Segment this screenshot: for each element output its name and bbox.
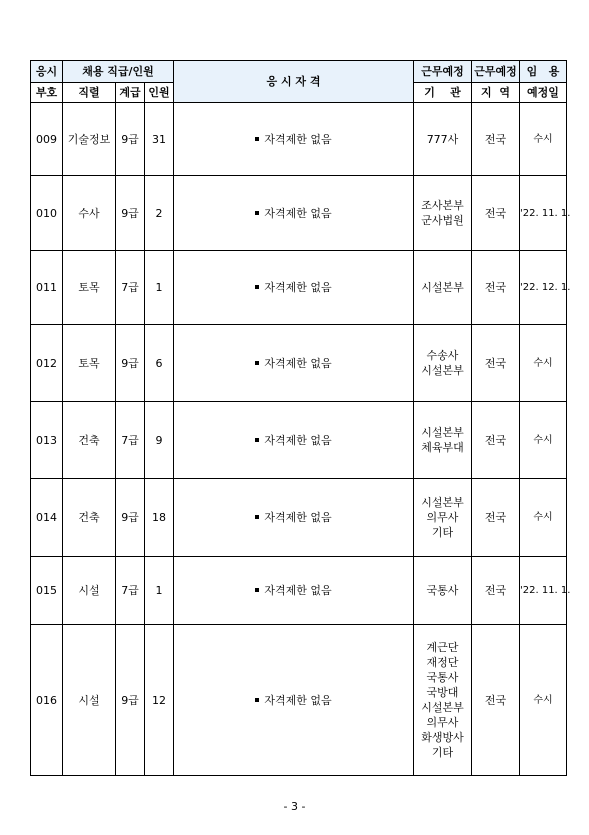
qualification-text: 자격제한 없음 [264,132,332,146]
grade-cell: 9급 [116,176,145,251]
qualification-text: 자격제한 없음 [264,584,332,597]
org-name: 국통사 [426,671,459,684]
qualification-text: 자격제한 없음 [264,356,332,370]
org-cell [414,251,472,325]
appoint-date-cell: 수시 [520,402,567,479]
exam-number-cell: 011 [31,251,63,325]
qualification-cell [174,251,414,325]
qualification-cell [174,176,414,251]
job-series-cell: 시설 [63,625,116,776]
job-series-cell: 건축 [63,479,116,557]
table-row [31,176,567,251]
exam-number-cell: 015 [31,557,63,625]
region-cell: 전국 [472,557,520,625]
region-cell: 전국 [472,176,520,251]
org-name: 시설본부 [421,281,464,294]
org-cell [414,176,472,251]
header-org-bottom: 기 관 [414,83,472,103]
headcount-cell: 18 [145,479,174,557]
qualification-cell [174,557,414,625]
headcount-cell: 12 [145,625,174,776]
org-name: 시설본부 [421,426,464,439]
qualification-text: 자격제한 없음 [264,433,332,447]
org-name: 기타 [431,526,454,539]
grade-cell: 9급 [116,625,145,776]
bullet-icon [255,698,259,702]
headcount-cell: 2 [145,176,174,251]
org-cell [414,625,472,776]
org-name: 체육부대 [421,441,464,454]
header-job-series: 직렬 [63,83,116,103]
qualification-text: 자격제한 없음 [264,206,332,220]
headcount-cell: 1 [145,251,174,325]
bullet-icon [255,515,259,519]
grade-cell: 7급 [116,557,145,625]
exam-number-cell: 013 [31,402,63,479]
org-name: 시설본부 [421,364,464,377]
org-name: 화생방사 [421,731,464,744]
appoint-date-cell: 수시 [520,625,567,776]
job-series-cell: 토목 [63,251,116,325]
header-job-group: 채용 직급/인원 [63,61,174,83]
region-cell: 전국 [472,402,520,479]
table-row [31,103,567,176]
header-headcount: 인원 [145,83,174,103]
qualification-cell [174,625,414,776]
org-name: 국통사 [426,584,459,597]
appoint-date-cell: 수시 [520,479,567,557]
job-series-cell: 시설 [63,557,116,625]
org-name: 군사법원 [421,214,464,227]
grade-cell: 9급 [116,479,145,557]
qualification-cell [174,479,414,557]
exam-number-cell: 012 [31,325,63,402]
header-qualification: 응 시 자 격 [174,61,414,103]
grade-cell: 9급 [116,325,145,402]
grade-cell: 7급 [116,251,145,325]
org-cell [414,402,472,479]
org-name: 계근단 [426,641,459,654]
header-region: 근무예정 [472,61,520,83]
headcount-cell: 31 [145,103,174,176]
bullet-icon [255,211,259,215]
org-name: 국방대 [426,686,459,699]
qualification-cell [174,103,414,176]
headcount-cell: 9 [145,402,174,479]
appoint-date-cell: '22. 11. 1. [520,557,567,625]
table-row [31,402,567,479]
table-row [31,625,567,776]
headcount-cell: 6 [145,325,174,402]
table-row [31,251,567,325]
header-exam-no-bottom: 부호 [31,83,63,103]
org-cell [414,479,472,557]
qualification-cell [174,325,414,402]
qualification-text: 자격제한 없음 [264,281,332,294]
qualification-text: 자격제한 없음 [264,511,332,524]
appoint-date-cell: '22. 12. 1. [520,251,567,325]
org-name: 의무사 [426,716,459,729]
header-appoint-bottom: 예정일 [520,83,567,103]
region-cell: 전국 [472,325,520,402]
appoint-date-cell: '22. 11. 1. [520,176,567,251]
job-series-cell: 토목 [63,325,116,402]
org-name: 조사본부 [421,199,464,212]
region-cell: 전국 [472,103,520,176]
qualification-text: 자격제한 없음 [264,693,332,707]
bullet-icon [255,285,259,289]
org-name: 수송사 [426,349,459,362]
table-row [31,325,567,402]
org-cell [414,103,472,176]
bullet-icon [255,137,259,141]
header-region-bottom: 지 역 [472,83,520,103]
exam-number-cell: 010 [31,176,63,251]
recruitment-table [30,60,571,776]
org-name: 777사 [426,132,459,146]
region-cell: 전국 [472,625,520,776]
org-name: 기타 [431,746,454,759]
org-name: 시설본부 [421,701,464,714]
bullet-icon [255,588,259,592]
org-cell [414,325,472,402]
org-name: 시설본부 [421,496,464,509]
job-series-cell: 건축 [63,402,116,479]
page-number: - 3 - [283,800,306,813]
header-exam-no: 응시 [31,61,63,83]
grade-cell: 9급 [116,103,145,176]
job-series-cell: 수사 [63,176,116,251]
qualification-cell [174,402,414,479]
org-name: 의무사 [426,511,459,524]
exam-number-cell: 014 [31,479,63,557]
headcount-cell: 1 [145,557,174,625]
table-row [31,557,567,625]
appoint-date-cell: 수시 [520,103,567,176]
exam-number-cell: 016 [31,625,63,776]
header-appoint: 임 용 [520,61,567,83]
region-cell: 전국 [472,479,520,557]
org-name: 재정단 [426,656,459,669]
bullet-icon [255,438,259,442]
appoint-date-cell: 수시 [520,325,567,402]
header-grade: 계급 [116,83,145,103]
region-cell: 전국 [472,251,520,325]
org-cell [414,557,472,625]
job-series-cell: 기술정보 [63,103,116,176]
grade-cell: 7급 [116,402,145,479]
table-row [31,479,567,557]
header-row-top [31,61,567,83]
exam-number-cell: 009 [31,103,63,176]
bullet-icon [255,361,259,365]
header-org: 근무예정 [414,61,472,83]
